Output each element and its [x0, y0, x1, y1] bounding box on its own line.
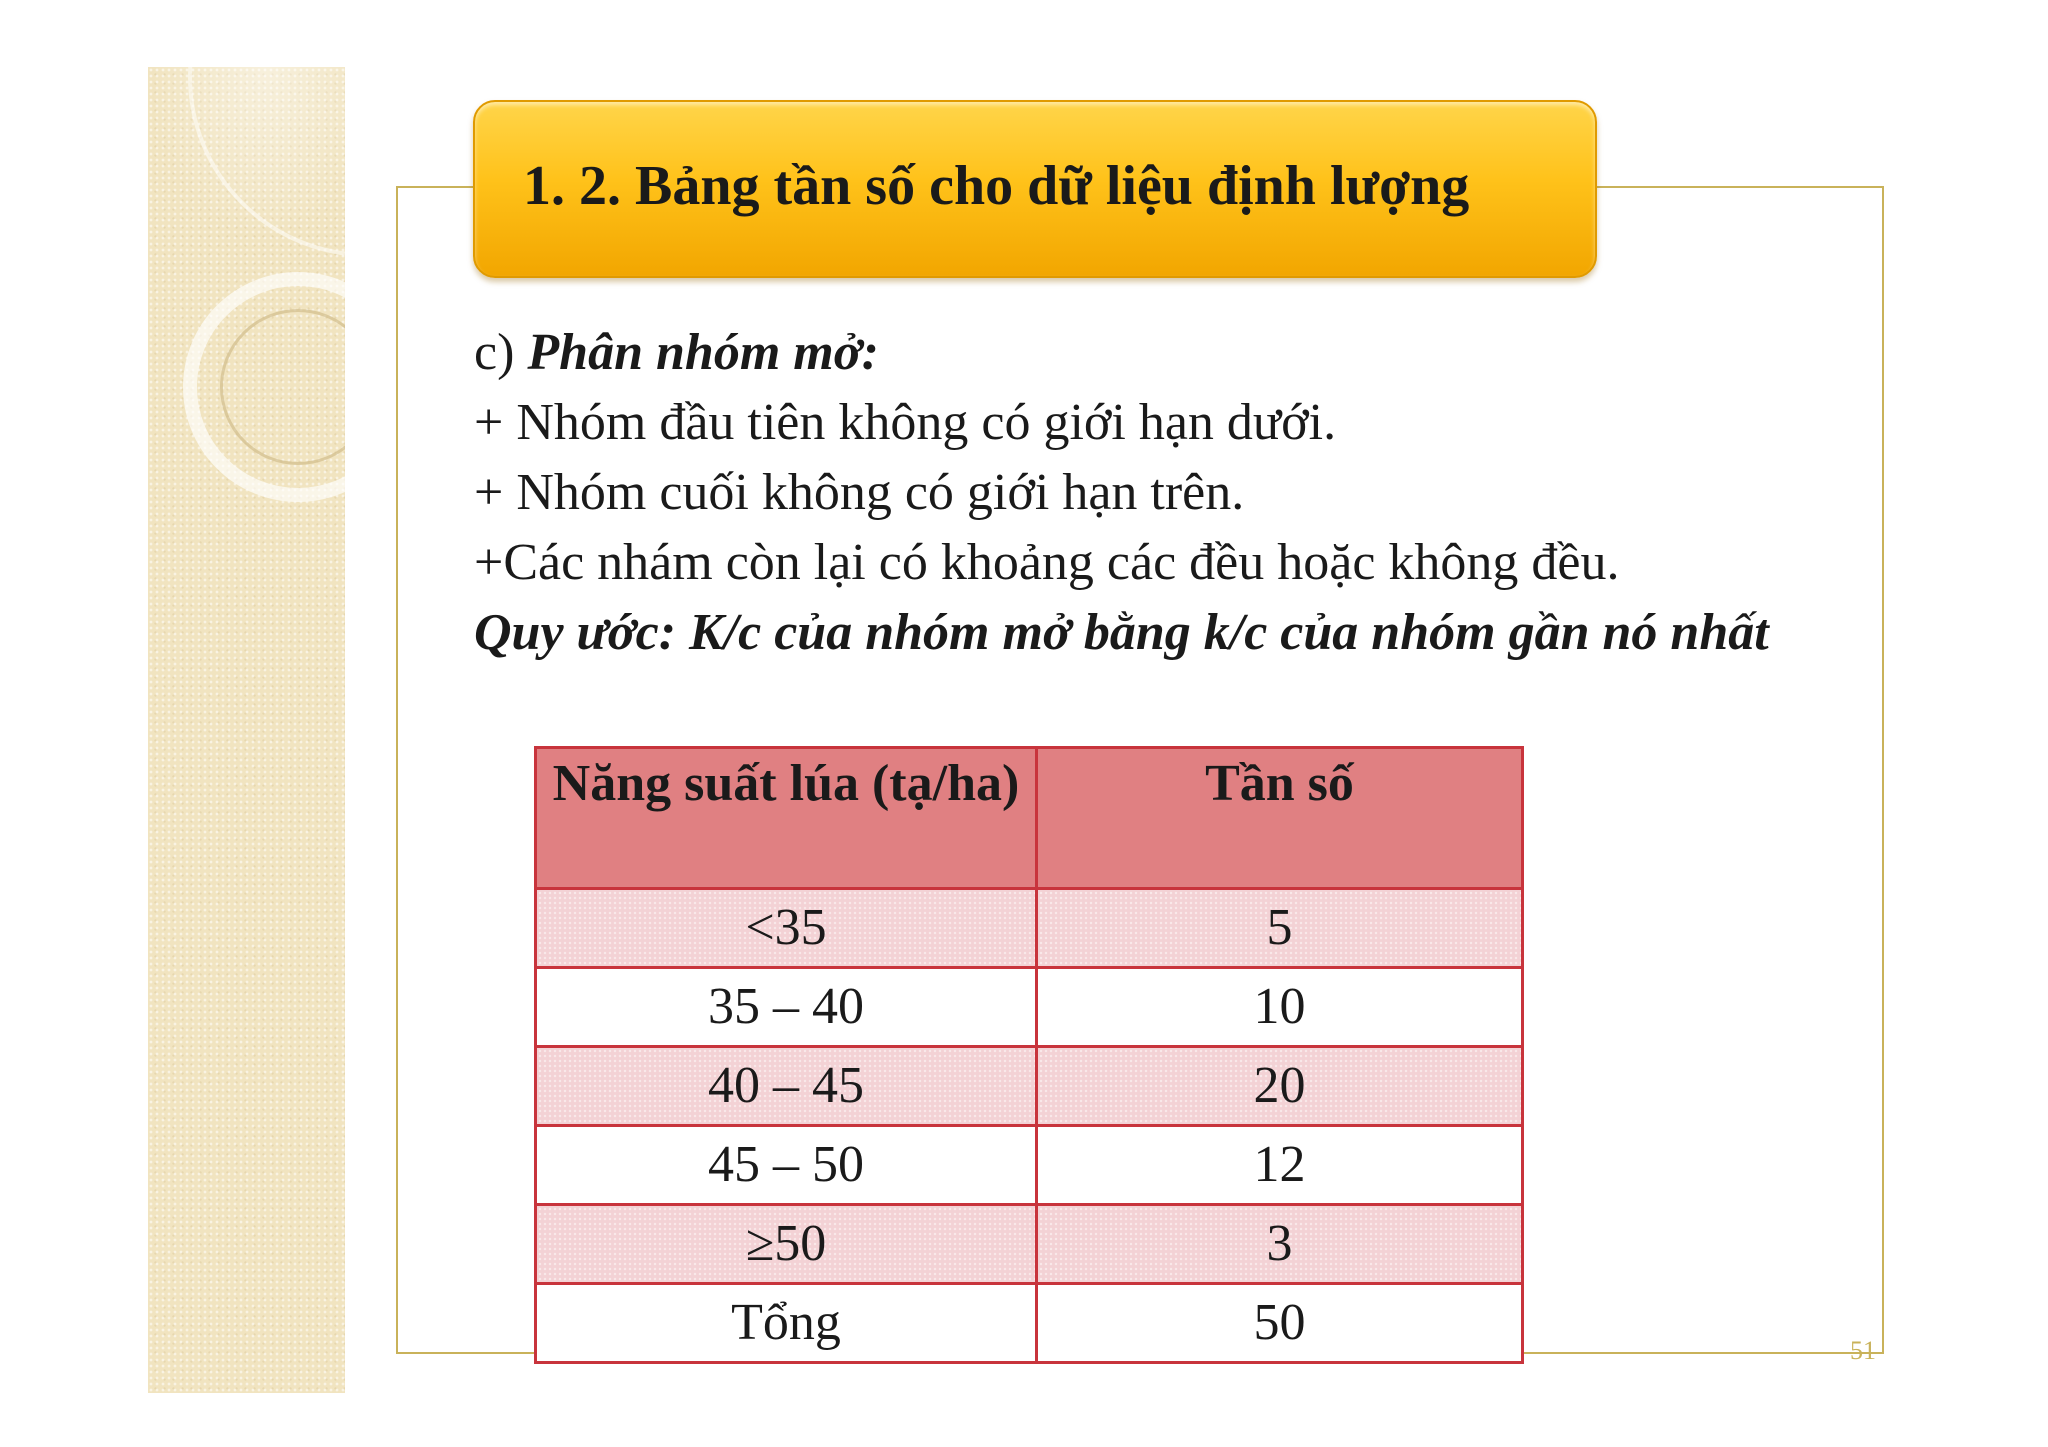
- cell-frequency: 12: [1037, 1126, 1523, 1205]
- table-header-row: [536, 748, 1523, 889]
- decorative-side-strip: [148, 67, 345, 1393]
- table-row: [536, 968, 1523, 1047]
- heading-prefix: c): [474, 324, 528, 381]
- table-row: [536, 1126, 1523, 1205]
- section-heading: [474, 318, 1854, 388]
- cell-total-label: Tổng: [536, 1284, 1037, 1363]
- cell-frequency: 3: [1037, 1205, 1523, 1284]
- header-yield: Năng suất lúa (tạ/ha): [536, 748, 1037, 889]
- cell-frequency: 10: [1037, 968, 1523, 1047]
- frequency-table: [534, 746, 1524, 1364]
- cell-frequency: 5: [1037, 889, 1523, 968]
- cell-yield: 40 – 45: [536, 1047, 1037, 1126]
- cell-yield: 45 – 50: [536, 1126, 1037, 1205]
- body-text: [474, 318, 1854, 668]
- body-line: + Nhóm đầu tiên không có giới hạn dưới.: [474, 394, 1337, 451]
- body-line: +Các nhám còn lại có khoảng các đều hoặc không đều.: [474, 534, 1620, 591]
- table-row-total: [536, 1284, 1523, 1363]
- page-number: 51: [1850, 1336, 1876, 1365]
- header-frequency: Tần số: [1037, 748, 1523, 889]
- table-row: [536, 1047, 1523, 1126]
- slide-title: 1. 2. Bảng tần số cho dữ liệu định lượng: [523, 155, 1470, 217]
- cell-yield: <35: [536, 889, 1037, 968]
- cell-yield: 35 – 40: [536, 968, 1037, 1047]
- cell-yield: ≥50: [536, 1205, 1037, 1284]
- cell-total-value: 50: [1037, 1284, 1523, 1363]
- cell-frequency: 20: [1037, 1047, 1523, 1126]
- body-line: + Nhóm cuối không có giới hạn trên.: [474, 464, 1245, 521]
- convention-note: Quy ước: K/c của nhóm mở bằng k/c của nhóm gần nó nhất: [474, 604, 1769, 661]
- table-row: [536, 889, 1523, 968]
- table-row: [536, 1205, 1523, 1284]
- heading-emphasis: Phân nhóm mở:: [527, 324, 879, 381]
- title-bar: [473, 100, 1597, 278]
